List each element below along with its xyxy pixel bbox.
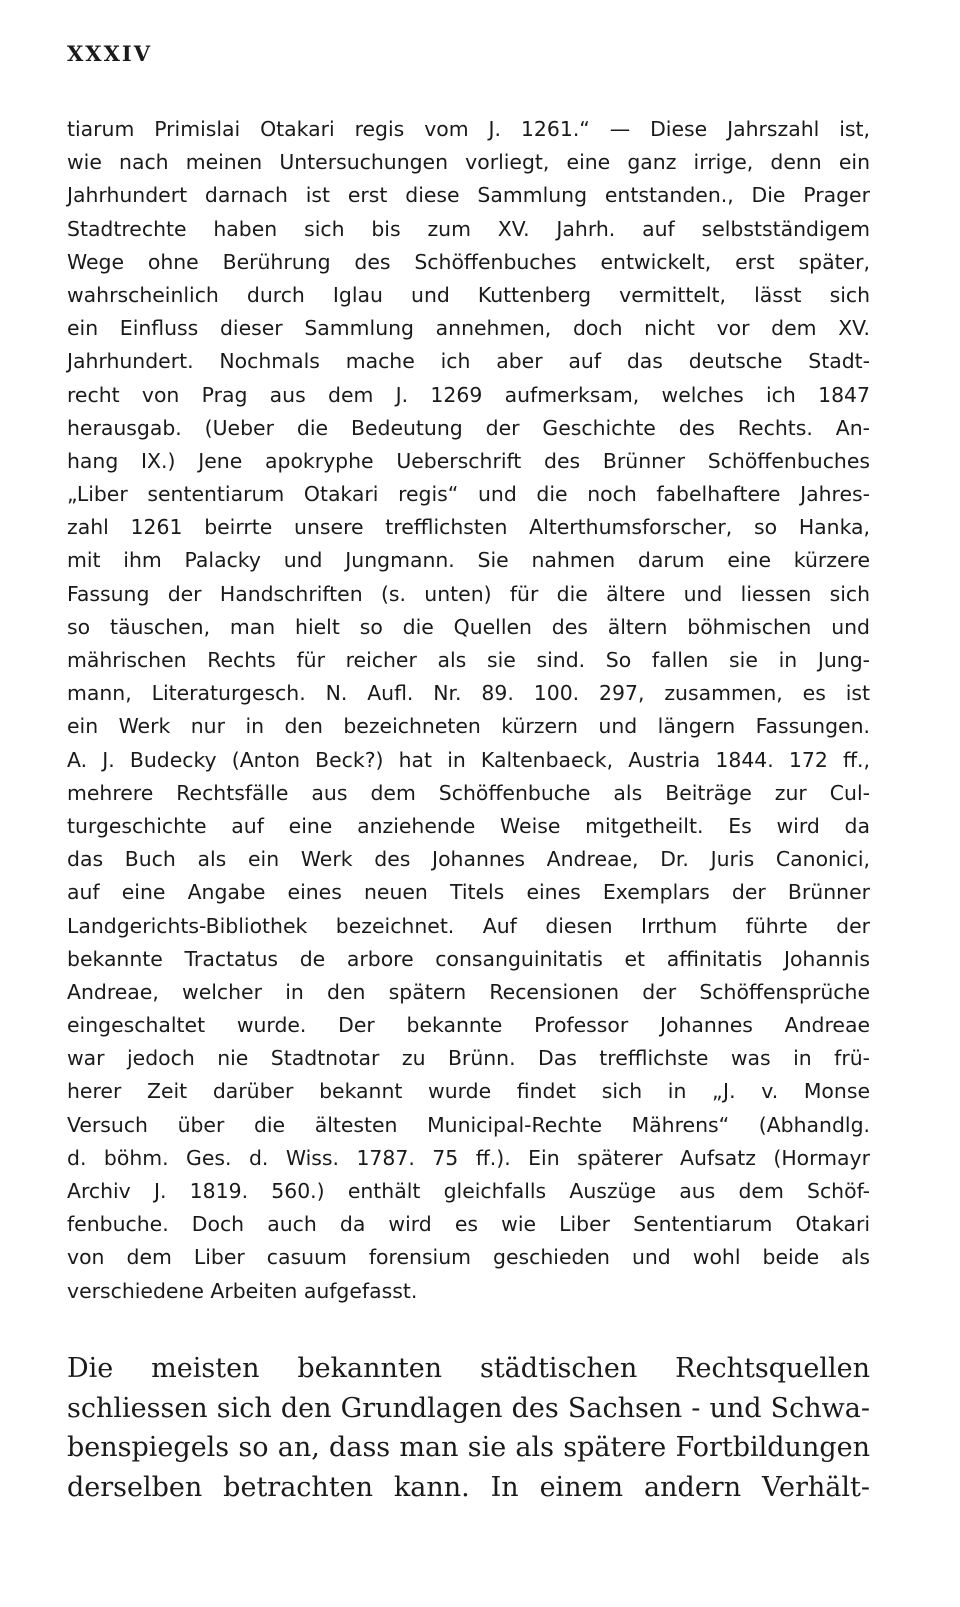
- footnote-line: Andreae, welcher in den spätern Recensionen der Schöffensprüche: [67, 979, 870, 1004]
- body-line: schliessen sich den Grundlagen des Sachsen - und Schwa-: [67, 1392, 870, 1424]
- footnote-line: Jahrhundert darnach ist erst diese Sammlung entstanden., Die Prager: [67, 183, 870, 208]
- footnote-line: A. J. Budecky (Anton Beck?) hat in Kaltenbaeck, Austria 1844. 172 ff.,: [67, 747, 870, 772]
- footnote-line: wahrscheinlich durch Iglau und Kuttenberg vermittelt, lässt sich: [67, 282, 870, 307]
- footnote-line: „Liber sententiarum Otakari regis“ und die noch fabelhaftere Jahres-: [67, 482, 870, 507]
- body-paragraph: [67, 1349, 870, 1507]
- footnote-line: Jahrhundert. Nochmals mache ich aber auf das deutsche Stadt-: [67, 349, 870, 374]
- footnote-line: turgeschichte auf eine anziehende Weise mitgetheilt. Es wird da: [67, 813, 870, 838]
- footnote-line: recht von Prag aus dem J. 1269 aufmerksam, welches ich 1847: [67, 382, 870, 407]
- footnote-line: tiarum Primislai Otakari regis vom J. 1261.“ — Diese Jahrszahl ist,: [67, 117, 870, 141]
- footnote-line: so täuschen, man hielt so die Quellen des ältern böhmischen und: [67, 614, 870, 639]
- footnote-line: war jedoch nie Stadtnotar zu Brünn. Das trefflichste was in frü-: [67, 1046, 870, 1071]
- footnote-line: verschiedene Arbeiten aufgefasst.: [67, 1278, 418, 1303]
- footnote-line: fenbuche. Doch auch da wird es wie Liber Sententiarum Otakari: [67, 1212, 870, 1237]
- body-line: Die meisten bekannten städtischen Rechtsquellen: [67, 1353, 870, 1384]
- footnote-line: wie nach meinen Untersuchungen vorliegt, eine ganz irrige, denn ein: [67, 150, 870, 175]
- footnote-line: bekannte Tractatus de arbore consanguinitatis et affinitatis Johannis: [67, 946, 870, 971]
- footnote-line: herer Zeit darüber bekannt wurde findet sich in „J. v. Monse: [67, 1079, 870, 1104]
- footnote-line: herausgab. (Ueber die Bedeutung der Geschichte des Rechts. An-: [67, 415, 870, 440]
- body-line: benspiegels so an, dass man sie als spätere Fortbildungen: [67, 1432, 870, 1463]
- footnote-line: mann, Literaturgesch. N. Aufl. Nr. 89. 100. 297, zusammen, es ist: [67, 681, 870, 706]
- footnote-line: Landgerichts-Bibliothek bezeichnet. Auf diesen Irrthum führte der: [67, 913, 870, 938]
- footnote-line: hang IX.) Jene apokryphe Ueberschrift des Brünner Schöffenbuches: [67, 448, 870, 473]
- footnote-line: von dem Liber casuum forensium geschieden und wohl beide als: [67, 1245, 870, 1270]
- footnote-line: Wege ohne Berührung des Schöffenbuches entwickelt, erst später,: [67, 249, 870, 274]
- footnote-line: Versuch über die ältesten Municipal-Rechte Mährens“ (Abhandlg.: [67, 1112, 870, 1137]
- footnote-line: zahl 1261 beirrte unsere trefflichsten Alterthumsforscher, so Hanka,: [67, 515, 870, 540]
- footnote-line: Fassung der Handschriften (s. unten) für die ältere und liessen sich: [67, 581, 870, 606]
- footnote-line: mährischen Rechts für reicher als sie sind. So fallen sie in Jung-: [67, 648, 870, 672]
- footnote-line: das Buch als ein Werk des Johannes Andreae, Dr. Juris Canonici,: [67, 847, 870, 872]
- body-line: derselben betrachten kann. In einem andern Verhält-: [67, 1471, 870, 1503]
- footnote-line: Stadtrechte haben sich bis zum XV. Jahrh. auf selbstständigem: [67, 216, 870, 241]
- footnote-line: auf eine Angabe eines neuen Titels eines Exemplars der Brünner: [67, 880, 870, 905]
- footnote-line: mehrere Rechtsfälle aus dem Schöffenbuche als Beiträge zur Cul-: [67, 780, 870, 805]
- footnote-line: eingeschaltet wurde. Der bekannte Professor Johannes Andreae: [67, 1013, 870, 1038]
- footnote-block: [67, 113, 870, 1308]
- footnote-line: mit ihm Palacky und Jungmann. Sie nahmen darum eine kürzere: [67, 548, 870, 573]
- footnote-line: ein Werk nur in den bezeichneten kürzern und längern Fassungen.: [67, 714, 870, 739]
- footnote-line: d. böhm. Ges. d. Wiss. 1787. 75 ff.). Ein späterer Aufsatz (Hormayr: [67, 1145, 870, 1170]
- footnote-line: ein Einfluss dieser Sammlung annehmen, doch nicht vor dem XV.: [67, 316, 870, 341]
- footnote-line: Archiv J. 1819. 560.) enthält gleichfalls Auszüge aus dem Schöf-: [67, 1179, 870, 1203]
- page-number: XXXIV: [67, 41, 152, 66]
